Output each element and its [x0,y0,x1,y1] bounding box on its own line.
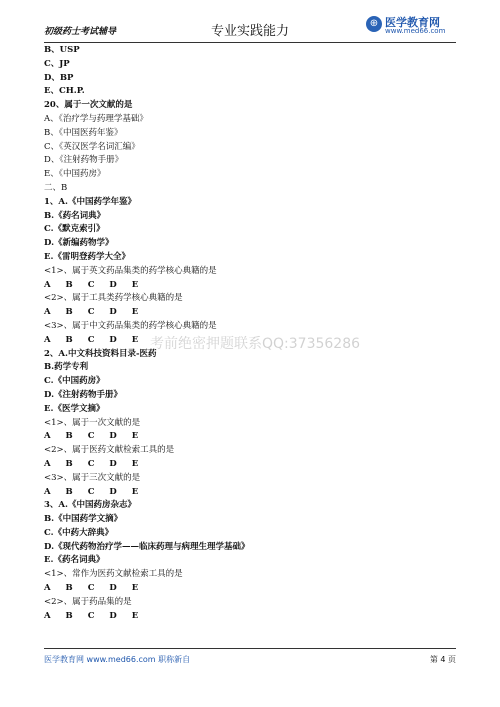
text-line: 3、A.《中国药房杂志》 [44,500,136,511]
text-line: E.《药名词典》 [44,555,105,566]
text-line: B.《中国药学文摘》 [44,514,123,525]
answer-options: A B C D E [44,486,139,497]
text-line: D.《新编药物学》 [44,238,114,249]
text-line: D、BP [44,72,74,83]
text-line: C.《中药大辞典》 [44,527,114,538]
text-line: B、USP [44,45,80,55]
answer-options: A B C D E [44,610,139,621]
brand-logo[interactable] [366,14,456,38]
text-line: E、《中国药房》 [44,169,106,180]
text-line: <2>、属于医药文献检索工具的是 [44,445,175,456]
page-number: 第 4 页 [429,655,456,664]
text-line: B.《药名词典》 [44,210,106,221]
text-line: D.《注射药物手册》 [44,389,123,400]
text-line: 1、A.《中国药学年鉴》 [44,196,136,207]
answer-options: A B C D E [44,334,139,345]
text-line: A、《治疗学与药理学基础》 [44,113,148,124]
text-line: 二、B [44,182,68,193]
page-footer [44,648,456,669]
brand-name: 医学教育网 [385,16,440,29]
text-line: 20、属于一次文献的是 [44,100,133,111]
page-header [44,14,456,43]
answer-options: A B C D E [44,583,139,594]
text-line: <2>、属于工具类药学核心典籍的是 [44,293,183,304]
text-line: E.《医学文摘》 [44,403,105,414]
footer-site[interactable]: 医学教育网 www.med66.com 职称新自 [44,655,191,664]
text-line: B、《中国医药年鉴》 [44,127,123,138]
text-line: <1>、属于英文药品集类的药学核心典籍的是 [44,265,217,276]
brand-url: www.med66.com [385,27,446,35]
text-line: B.药学专利 [44,362,89,373]
text-line: 2、A.中文科技资料目录-医药 [44,348,157,359]
text-line: C、《英汉医学名词汇编》 [44,141,140,152]
text-line: C、JP [44,58,70,69]
text-line: E、CH.P. [44,86,85,97]
text-line: D、《注射药物手册》 [44,155,124,166]
text-line: <1>、属于一次文献的是 [44,417,141,428]
header-left-title: 初级药士考试辅导 [44,27,117,37]
text-line: C.《中国药房》 [44,376,105,387]
answer-options: A B C D E [44,307,139,318]
answer-options: A B C D E [44,431,139,442]
logo-icon: ⊕ [366,16,382,32]
text-line: <3>、属于中文药品集类的药学核心典籍的是 [44,320,217,331]
answer-options: A B C D E [44,279,139,290]
text-line: C.《默克索引》 [44,224,105,235]
answer-options: A B C D E [44,458,139,469]
text-line: E.《雷明登药学大全》 [44,251,130,262]
text-line: <2>、属于药品集的是 [44,596,132,607]
text-line: <1>、常作为医药文献检索工具的是 [44,569,183,580]
text-line: D.《现代药物治疗学——临床药理与病理生理学基础》 [44,541,250,552]
text-line: <3>、属于三次文献的是 [44,472,141,483]
header-center-title: 专业实践能力 [210,24,289,39]
watermark-text: 考前绝密押题联系QQ:37356286 [150,336,361,352]
